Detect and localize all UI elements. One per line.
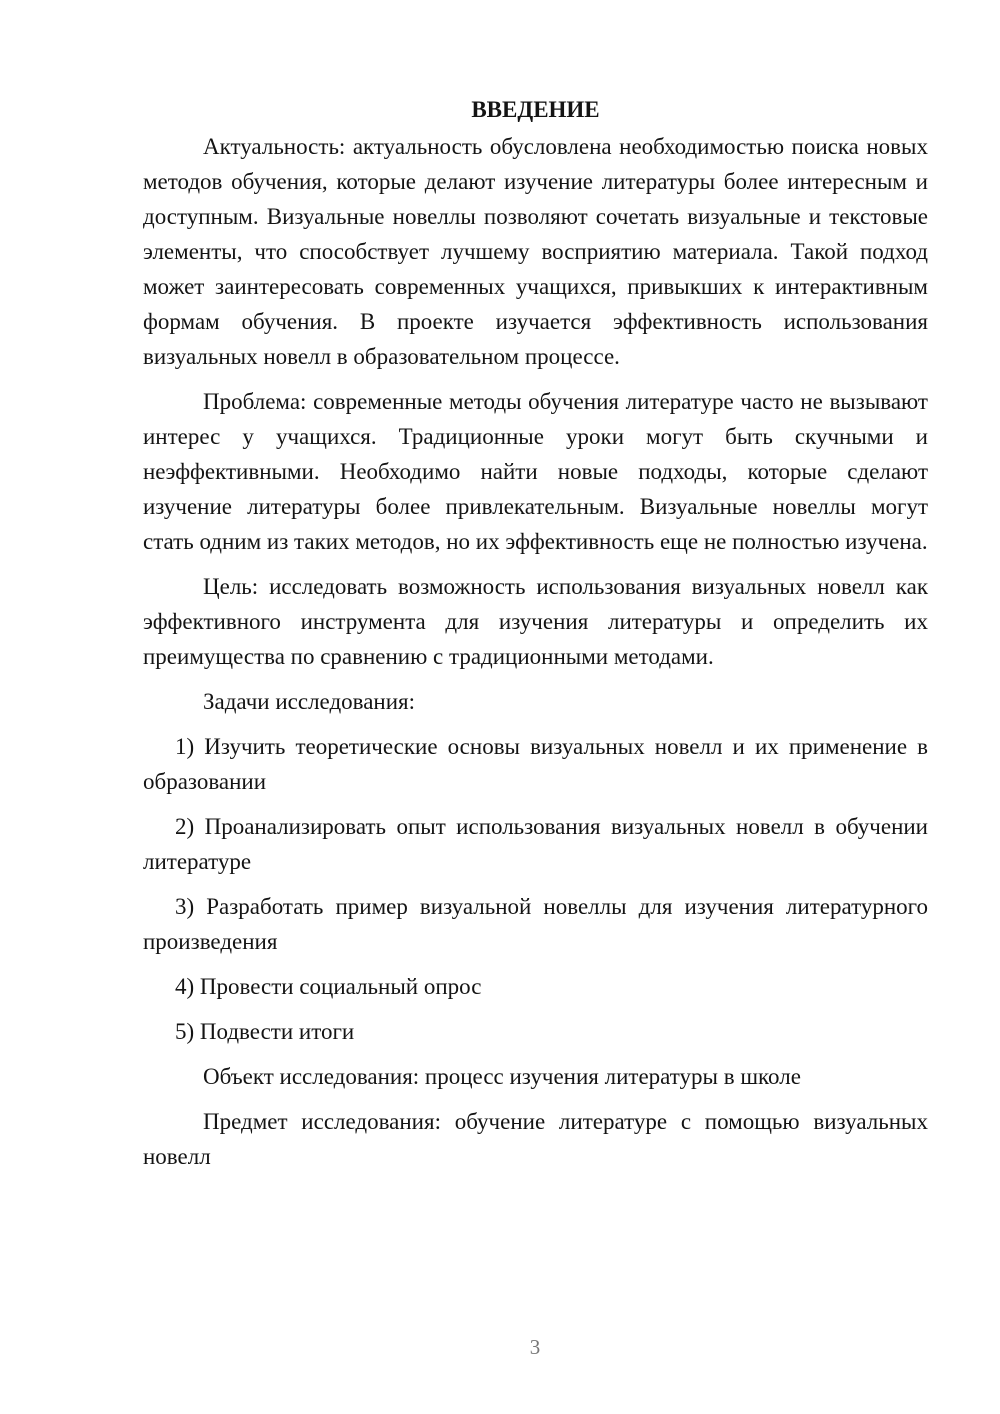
list-item: 2) Проанализировать опыт использования визуальных новелл в обучении литературе: [143, 814, 928, 874]
relevance-paragraph: Актуальность: актуальность обусловлена необходимостью поиска новых методов обучения, которые делают изучение литературы более интересным и доступным. Визуальные новеллы позволяют сочетать визуальные и текстовые элементы, что способствует лучшему восприятию материала. Такой подход может заинтересовать современных учащихся, привыкших к интерактивным формам обучения. В проекте изучается эффективность использования визуальных новелл в образовательном процессе.: [143, 134, 928, 369]
page-title: ВВЕДЕНИЕ: [471, 97, 600, 122]
list-item: 4) Провести социальный опрос: [175, 974, 482, 999]
list-item: 3) Разработать пример визуальной новеллы для изучения литературного произведения: [143, 894, 928, 954]
research-subject: Предмет исследования: обучение литературе с помощью визуальных новелл: [143, 1109, 928, 1169]
problem-paragraph: Проблема: современные методы обучения литературе часто не вызывают интерес у учащихся. Традиционные уроки могут быть скучными и неэффективными. Необходимо найти новые подходы, которые сделают изучение литературы более привлекательным. Визуальные новеллы могут стать одним из таких методов, но их эффективность еще не полностью изучена.: [143, 389, 928, 554]
list-item: 5) Подвести итоги: [175, 1019, 355, 1044]
list-item: 1) Изучить теоретические основы визуальных новелл и их применение в образовании: [143, 734, 928, 794]
research-object: Объект исследования: процесс изучения литературы в школе: [203, 1064, 801, 1089]
page-number: 3: [529, 1335, 541, 1359]
tasks-list: [143, 729, 928, 1049]
tasks-heading: Задачи исследования:: [203, 689, 416, 714]
page-content: [143, 92, 928, 1184]
goal-paragraph: Цель: исследовать возможность использования визуальных новелл как эффективного инструмента для изучения литературы и определить их преимущества по сравнению с традиционными методами.: [143, 574, 928, 669]
